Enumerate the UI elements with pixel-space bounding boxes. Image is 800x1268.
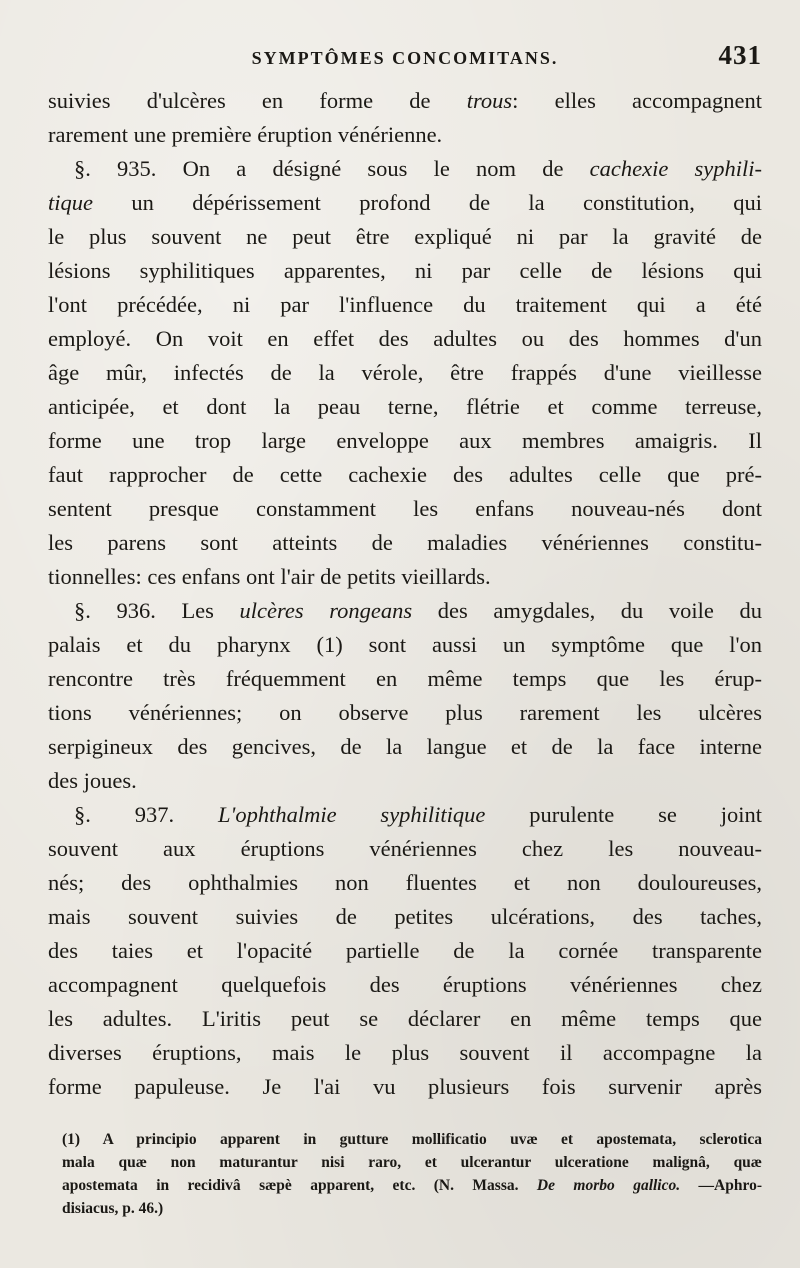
text-line xyxy=(48,152,762,186)
text-line xyxy=(48,322,762,356)
text-segment: §. 937. xyxy=(74,802,218,827)
body-text xyxy=(48,84,762,1104)
footnote-line xyxy=(62,1174,762,1197)
text-line xyxy=(48,254,762,288)
text-line xyxy=(48,186,762,220)
text-line xyxy=(48,424,762,458)
text-line xyxy=(48,730,762,764)
text-segment: rencontre très fréquemment en même temps que les érup- xyxy=(48,666,762,691)
running-title: SYMPTÔMES CONCOMITANS. xyxy=(251,48,559,68)
text-segment: anticipée, et dont la peau terne, flétrie et comme terreuse, xyxy=(48,394,762,419)
text-segment: les adultes. L'iritis peut se déclarer en même temps que xyxy=(48,1006,762,1031)
text-segment: serpigineux des gencives, de la langue et de la face interne xyxy=(48,734,762,759)
text-line xyxy=(48,492,762,526)
text-line xyxy=(48,1036,762,1070)
footnote-line xyxy=(62,1128,762,1151)
text-segment: accompagnent quelquefois des éruptions vénériennes chez xyxy=(48,972,762,997)
text-line xyxy=(48,220,762,254)
text-segment: suivies d'ulcères en forme de xyxy=(48,88,467,113)
text-line xyxy=(48,356,762,390)
text-line xyxy=(48,934,762,968)
text-segment: palais et du pharynx (1) sont aussi un symptôme que l'on xyxy=(48,632,762,657)
text-segment: L'ophthalmie syphilitique xyxy=(218,802,486,827)
text-segment: des amygdales, du voile du xyxy=(412,598,762,623)
text-segment: employé. On voit en effet des adultes ou des hommes d'un xyxy=(48,326,762,351)
text-segment: faut rapprocher de cette cachexie des adultes celle que pré- xyxy=(48,462,762,487)
text-segment: un dépérissement profond de la constitution, qui xyxy=(93,190,762,215)
text-segment: tionnelles: ces enfans ont l'air de petits vieillards. xyxy=(48,564,491,589)
text-line xyxy=(48,968,762,1002)
text-segment: cachexie syphili- xyxy=(589,156,762,181)
text-segment: diverses éruptions, mais le plus souvent il accompagne la xyxy=(48,1040,762,1065)
text-line xyxy=(48,458,762,492)
text-line xyxy=(48,84,762,118)
text-line xyxy=(48,118,762,152)
text-segment: trous xyxy=(466,88,513,113)
text-segment: souvent aux éruptions vénériennes chez les nouveau- xyxy=(48,836,762,861)
text-line xyxy=(48,662,762,696)
footnote-segment: mala quæ non maturantur nisi raro, et ulcerantur ulceratione malignâ, quæ xyxy=(62,1154,762,1171)
text-segment: §. 936. Les xyxy=(74,598,240,623)
text-line xyxy=(48,764,762,798)
text-segment: sentent presque constamment les enfans nouveau-nés dont xyxy=(48,496,762,521)
page-number: 431 xyxy=(718,40,762,70)
text-segment: tions vénériennes; on observe plus rarement les ulcères xyxy=(48,700,762,725)
footnote-segment: apostemata in recidivâ sæpè apparent, etc. (N. Massa. xyxy=(62,1177,537,1194)
text-segment: les parens sont atteints de maladies vénériennes constitu- xyxy=(48,530,762,555)
footnote-segment: —Aphro- xyxy=(680,1177,762,1194)
footnote-line xyxy=(62,1197,762,1220)
text-line xyxy=(48,288,762,322)
text-segment: ulcères rongeans xyxy=(239,598,413,623)
text-segment: rarement une première éruption vénérienne. xyxy=(48,122,443,147)
text-line xyxy=(48,696,762,730)
text-line xyxy=(48,1002,762,1036)
text-segment: lésions syphilitiques apparentes, ni par celle de lésions qui xyxy=(48,258,762,283)
text-line xyxy=(48,560,762,594)
footnote-line xyxy=(62,1151,762,1174)
text-segment: âge mûr, infectés de la vérole, être frappés d'une vieillesse xyxy=(48,360,762,385)
text-segment: §. 935. On a désigné sous le nom de xyxy=(74,156,590,181)
text-line xyxy=(48,900,762,934)
text-segment: le plus souvent ne peut être expliqué ni par la gravité de xyxy=(48,224,762,249)
text-line xyxy=(48,526,762,560)
text-segment: : elles accompagnent xyxy=(512,88,762,113)
text-line xyxy=(48,628,762,662)
text-segment: des taies et l'opacité partielle de la cornée transparente xyxy=(48,938,762,963)
text-line xyxy=(48,832,762,866)
text-line xyxy=(48,594,762,628)
text-line xyxy=(48,390,762,424)
text-segment: nés; des ophthalmies non fluentes et non douloureuses, xyxy=(48,870,762,895)
text-segment: tique xyxy=(48,190,93,215)
text-line xyxy=(48,1070,762,1104)
text-segment: mais souvent suivies de petites ulcérations, des taches, xyxy=(48,904,762,929)
footnote-segment: disiacus, p. 46.) xyxy=(62,1200,164,1217)
text-segment: des joues. xyxy=(48,768,137,793)
page-header xyxy=(48,40,762,84)
text-segment: forme une trop large enveloppe aux membres amaigris. Il xyxy=(48,428,762,453)
text-segment: l'ont précédée, ni par l'influence du traitement qui a été xyxy=(48,292,762,317)
footnote-segment: (1) A principio apparent in gutture mollificatio uvæ et apostemata, sclerotica xyxy=(62,1131,762,1148)
text-line xyxy=(48,866,762,900)
text-segment: purulente se joint xyxy=(485,802,762,827)
footnote-segment: De morbo gallico. xyxy=(536,1177,681,1194)
footnotes xyxy=(62,1128,762,1220)
text-line xyxy=(48,798,762,832)
text-segment: forme papuleuse. Je l'ai vu plusieurs fois survenir après xyxy=(48,1074,762,1099)
